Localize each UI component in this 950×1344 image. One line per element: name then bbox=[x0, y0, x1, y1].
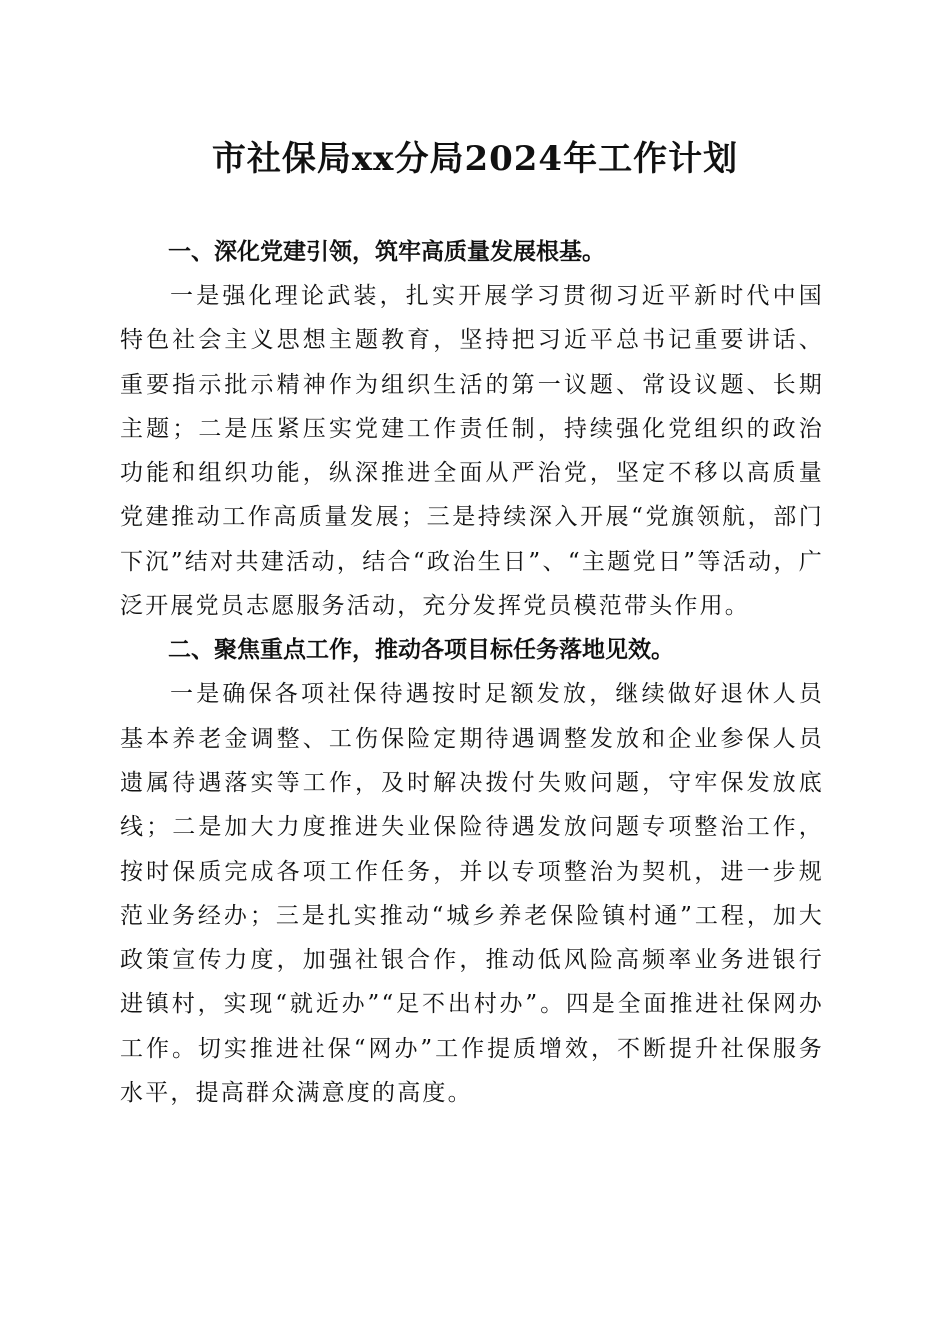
section-heading-2: 二、聚焦重点工作，推动各项目标任务落地见效。 bbox=[168, 637, 674, 664]
section-paragraph-2: 一是确保各项社保待遇按时足额发放，继续做好退休人员基本养老金调整、工伤保险定期待遇调整发放和企业参保人员遗属待遇落实等工作，及时解决拨付失败问题，守牢保发放底线；二是加大力度推进失业保险待遇发放问题专项整治工作，按时保质完成各项工作任务，并以专项整治为契机，进一步规范业务经办；三是扎实推动“城乡养老保险镇村通”工程，加大政策宣传力度，加强社银合作，推动低风险高频率业务进银行进镇村，实现“就近办”“足不出村办”。四是全面推进社保网办工作。切实推进社保“网办”工作提质增效，不断提升社保服务水平，提高群众满意度的高度。 bbox=[120, 681, 824, 1107]
section-paragraph-1: 一是强化理论武装，扎实开展学习贯彻习近平新时代中国特色社会主义思想主题教育，坚持把习近平总书记重要讲话、重要指示批示精神作为组织生活的第一议题、常设议题、长期主题；二是压紧压实党建工作责任制，持续强化党组织的政治功能和组织功能，纵深推进全面从严治党，坚定不移以高质量党建推动工作高质量发展；三是持续深入开展“党旗领航，部门下沉”结对共建活动，结合“政治生日”、“主题党日”等活动，广泛开展党员志愿服务活动，充分发挥党员模范带头作用。 bbox=[120, 283, 824, 620]
section-heading-1: 一、深化党建引领，筑牢高质量发展根基。 bbox=[168, 239, 605, 265]
document-body bbox=[120, 230, 824, 1115]
document-title: 市社保局xx分局2024年工作计划 bbox=[211, 139, 739, 179]
